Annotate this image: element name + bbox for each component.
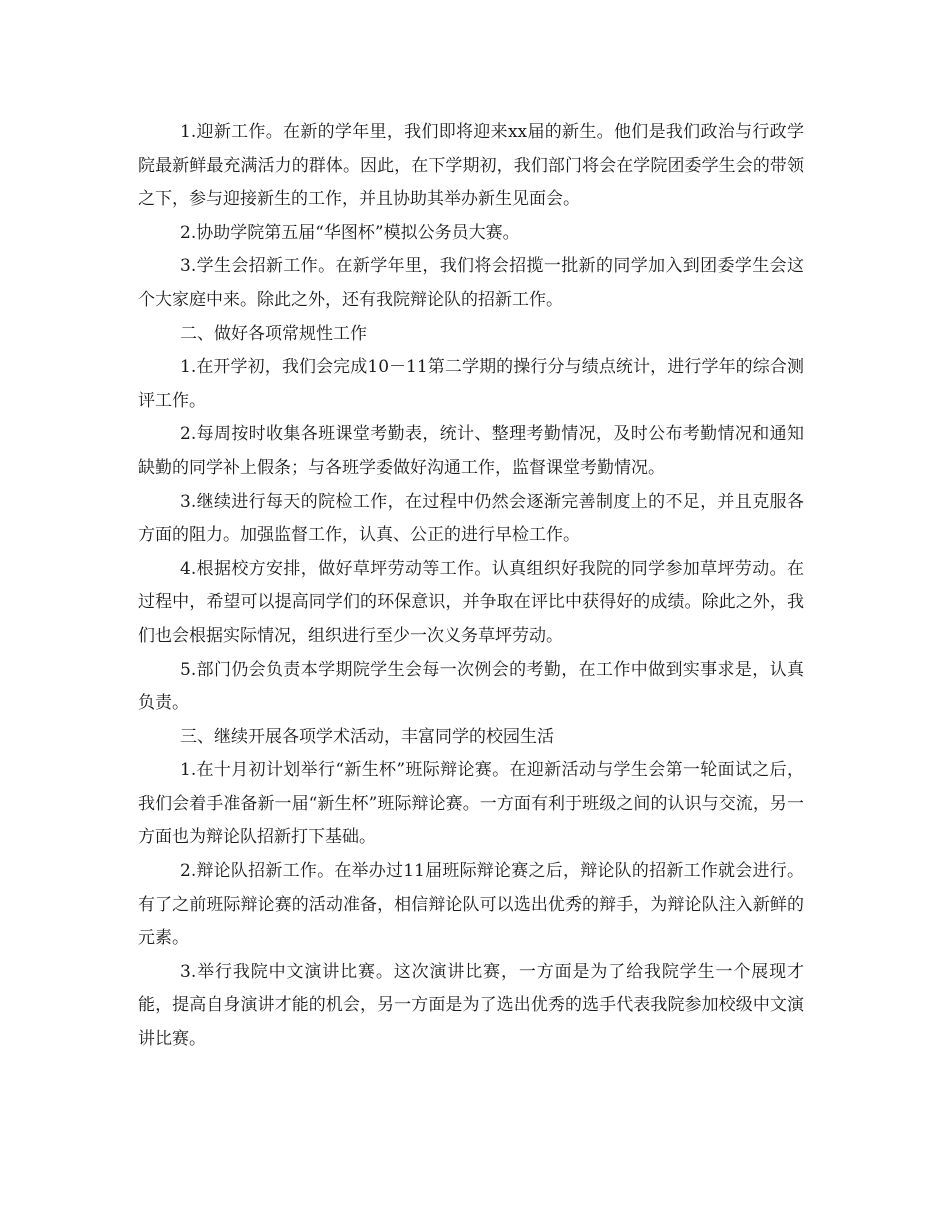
paragraph-lawn-labor: 4.根据校方安排，做好草坪劳动等工作。认真组织好我院的同学参加草坪劳动。在过程中，希望可以提高同学们的环保意识，并争取在评比中获得好的成绩。除此之外，我们也会根据实际情况，组织进行至少一次义务草坪劳动。 xyxy=(138,558,804,646)
document-body xyxy=(138,116,804,1057)
paragraph-debate-team-recruitment: 2.辩论队招新工作。在举办过11届班际辩论赛之后，辩论队的招新工作就会进行。有了之前班际辩论赛的活动准备，相信辩论队可以选出优秀的辩手，为辩论队注入新鲜的元素。 xyxy=(138,861,804,949)
paragraph-huatu-cup: 2.协助学院第五届“华图杯”模拟公务员大赛。 xyxy=(180,222,520,243)
paragraph-speech-contest: 3.举行我院中文演讲比赛。这次演讲比赛，一方面是为了给我院学生一个展现才能，提高自身演讲才能的机会，另一方面是为了选出优秀的选手代表我院参加校级中文演讲比赛。 xyxy=(138,961,804,1050)
paragraph-freshman-cup-debate: 1.在十月初计划举行“新生杯”班际辩论赛。在迎新活动与学生会第一轮面试之后，我们会着手准备新一届“新生杯”班际辩论赛。一方面有利于班级之间的认识与交流，另一方面也为辩论队招新打下基础。 xyxy=(138,760,804,848)
section-heading-routine-work: 二、做好各项常规性工作 xyxy=(180,323,367,344)
paragraph-evaluation: 1.在开学初，我们会完成10－11第二学期的操行分与绩点统计，进行学年的综合测评工作。 xyxy=(138,357,804,411)
paragraph-meeting-attendance: 5.部门仍会负责本学期院学生会每一次例会的考勤，在工作中做到实事求是，认真负责。 xyxy=(138,659,804,714)
paragraph-recruitment: 3.学生会招新工作。在新学年里，我们将会招揽一批新的同学加入到团委学生会这个大家庭中来。除此之外，还有我院辩论队的招新工作。 xyxy=(138,256,804,310)
paragraph-welcome-freshmen: 1.迎新工作。在新的学年里，我们即将迎来xx届的新生。他们是我们政治与行政学院最新鲜最充满活力的群体。因此，在下学期初，我们部门将会在学院团委学生会的带领之下，参与迎接新生的工作，并且协助其举办新生见面会。 xyxy=(138,122,804,210)
paragraph-attendance: 2.每周按时收集各班课堂考勤表，统计、整理考勤情况，及时公布考勤情况和通知缺勤的同学补上假条；与各班学委做好沟通工作，监督课堂考勤情况。 xyxy=(138,424,804,478)
section-heading-academic-activities: 三、继续开展各项学术活动，丰富同学的校园生活 xyxy=(180,726,554,747)
paragraph-inspection: 3.继续进行每天的院检工作，在过程中仍然会逐渐完善制度上的不足，并且克服各方面的阻力。加强监督工作，认真、公正的进行早检工作。 xyxy=(138,491,804,546)
